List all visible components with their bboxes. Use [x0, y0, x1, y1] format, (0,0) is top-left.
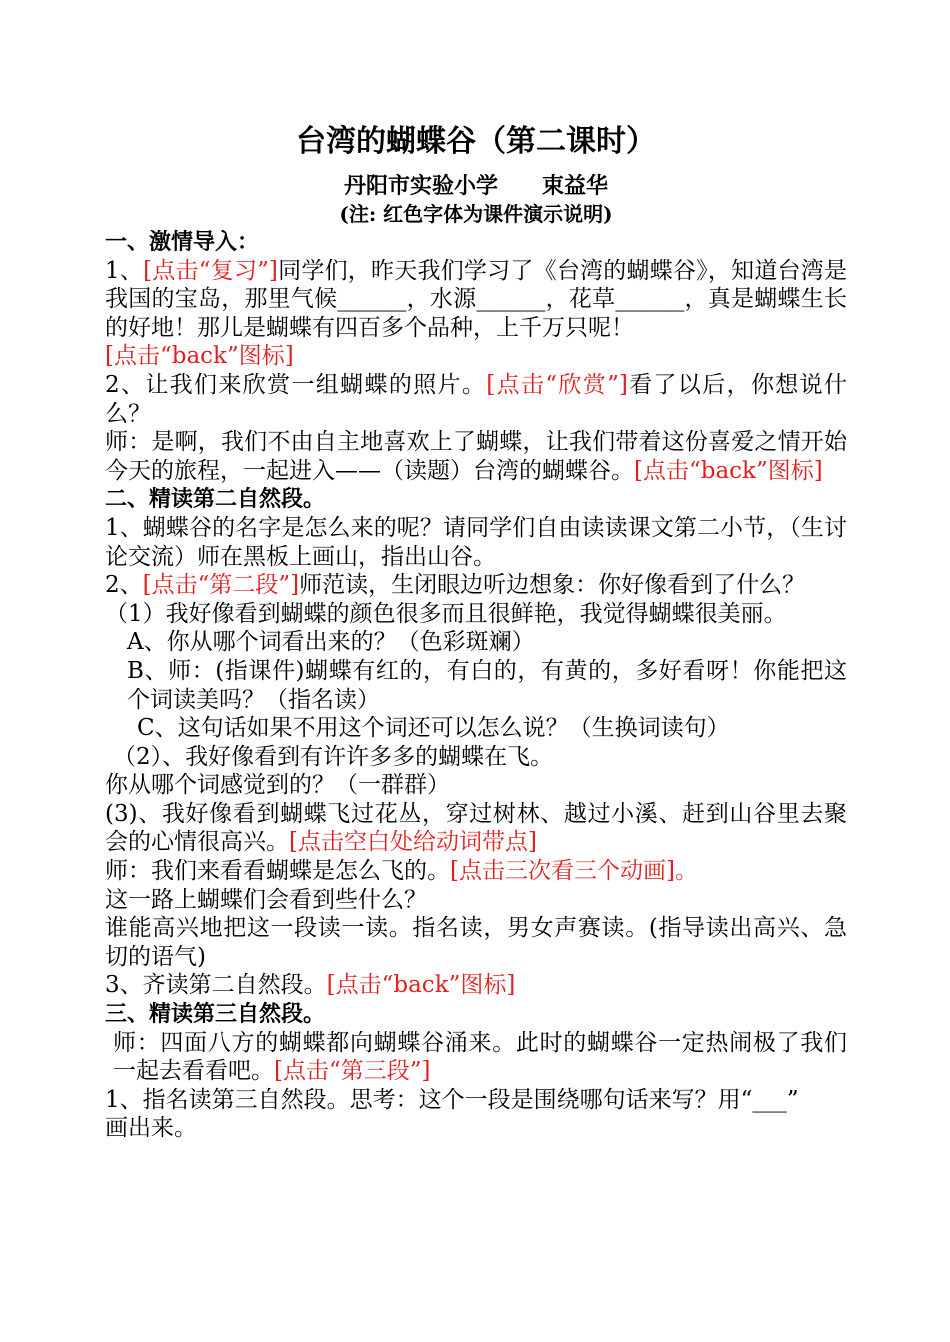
paragraph: 谁能高兴地把这一段读一读。指名读，男女声赛读。(指导读出高兴、急切的语气) [105, 915, 847, 970]
text: 1、 [105, 257, 144, 284]
text: 2、让我们来欣赏一组蝴蝶的照片。 [105, 371, 487, 398]
paragraph: 1、指名读第三自然段。思考：这个一段是围绕哪句话来写？用“___” [105, 1086, 799, 1113]
paragraph [105, 257, 847, 343]
text: 师范读，生闭眼边听边想象：你好像看到了什么？ [299, 572, 806, 599]
red-instruction: [点击“第二段”] [142, 572, 300, 599]
red-instruction: [点击“back”图标] [105, 343, 294, 370]
note-line: (注: 红色字体为课件演示说明) [339, 202, 613, 226]
red-instruction: [点击“back”图标] [326, 972, 516, 999]
paragraph: A、你从哪个词看出来的？（色彩斑斓） [127, 629, 535, 656]
red-instruction: [点击“复习”] [143, 257, 278, 284]
text: 师：四面八方的蝴蝶都向蝴蝶谷涌来。此时的蝴蝶谷一定热闹极了我们一起去看看吧。 [113, 1029, 847, 1085]
red-instruction: [点击“back”图标] [634, 457, 823, 484]
paragraph [105, 800, 847, 857]
paragraph: 这一路上蝴蝶们会看到些什么？ [105, 886, 427, 913]
paragraph [105, 1029, 847, 1086]
red-instruction: [点击“第三段”] [274, 1058, 431, 1085]
paragraph: B、师：(指课件)蝴蝶有红的，有白的，有黄的，多好看呀！你能把这个词读美吗？（指名读） [127, 657, 847, 713]
author-line: 丹阳市实验小学 束益华 [343, 173, 608, 199]
text: (3)、我好像看到蝴蝶飞过花丛，穿过树林、越过小溪、赶到山谷里去聚会的心情很高兴。 [105, 800, 847, 856]
section-1-heading: 一、激情导入： [105, 229, 260, 255]
document-page [105, 122, 847, 1143]
section-2-heading: 二、精读第二自然段。 [105, 486, 326, 513]
paragraph [105, 857, 847, 886]
text: 3、齐读第二自然段。 [105, 972, 327, 999]
paragraph [105, 571, 847, 600]
document-title: 台湾的蝴蝶谷（第二课时） [296, 124, 656, 159]
red-instruction: [点击三次看三个动画]。 [450, 858, 698, 885]
red-instruction: [点击空白处给动词带点] [289, 829, 537, 856]
paragraph: （1）我好像看到蝴蝶的颜色很多而且很鲜艳，我觉得蝴蝶很美丽。 [105, 600, 787, 627]
paragraph: 你从哪个词感觉到的？（一群群） [105, 772, 450, 799]
paragraph [105, 428, 847, 485]
paragraph [105, 371, 847, 428]
text: 2、 [105, 572, 143, 599]
text: 同学们，昨天我们学习了《台湾的蝴蝶谷》，知道台湾是我国的宝岛，那里气候______，水源______，花草______，真是蝴蝶生长的好地！那儿是蝴蝶有四百多个品种，上千万只呢！ [105, 257, 848, 341]
paragraph: C、这句话如果不用这个词还可以怎么说？（生换词读句） [137, 715, 730, 742]
paragraph: 1、蝴蝶谷的名字是怎么来的呢？请同学们自由读读课文第二小节，（生讨论交流）师在黑板上画山，指出山谷。 [105, 514, 847, 570]
paragraph [105, 971, 847, 1000]
text: 师：是啊，我们不由自主地喜欢上了蝴蝶，让我们带着这份喜爱之情开始今天的旅程，一起进入——（读题）台湾的蝴蝶谷。 [105, 429, 847, 484]
red-instruction: [点击“欣赏”] [486, 371, 628, 398]
text: 师：我们来看看蝴蝶是怎么飞的。 [105, 858, 450, 885]
paragraph: （2）、我好像看到有许许多多的蝴蝶在飞。 [113, 743, 554, 770]
paragraph: 画出来。 [105, 1115, 197, 1142]
text: 看了以后，你想说什么？ [105, 371, 848, 427]
section-3-heading: 三、精读第三自然段。 [105, 1001, 326, 1028]
